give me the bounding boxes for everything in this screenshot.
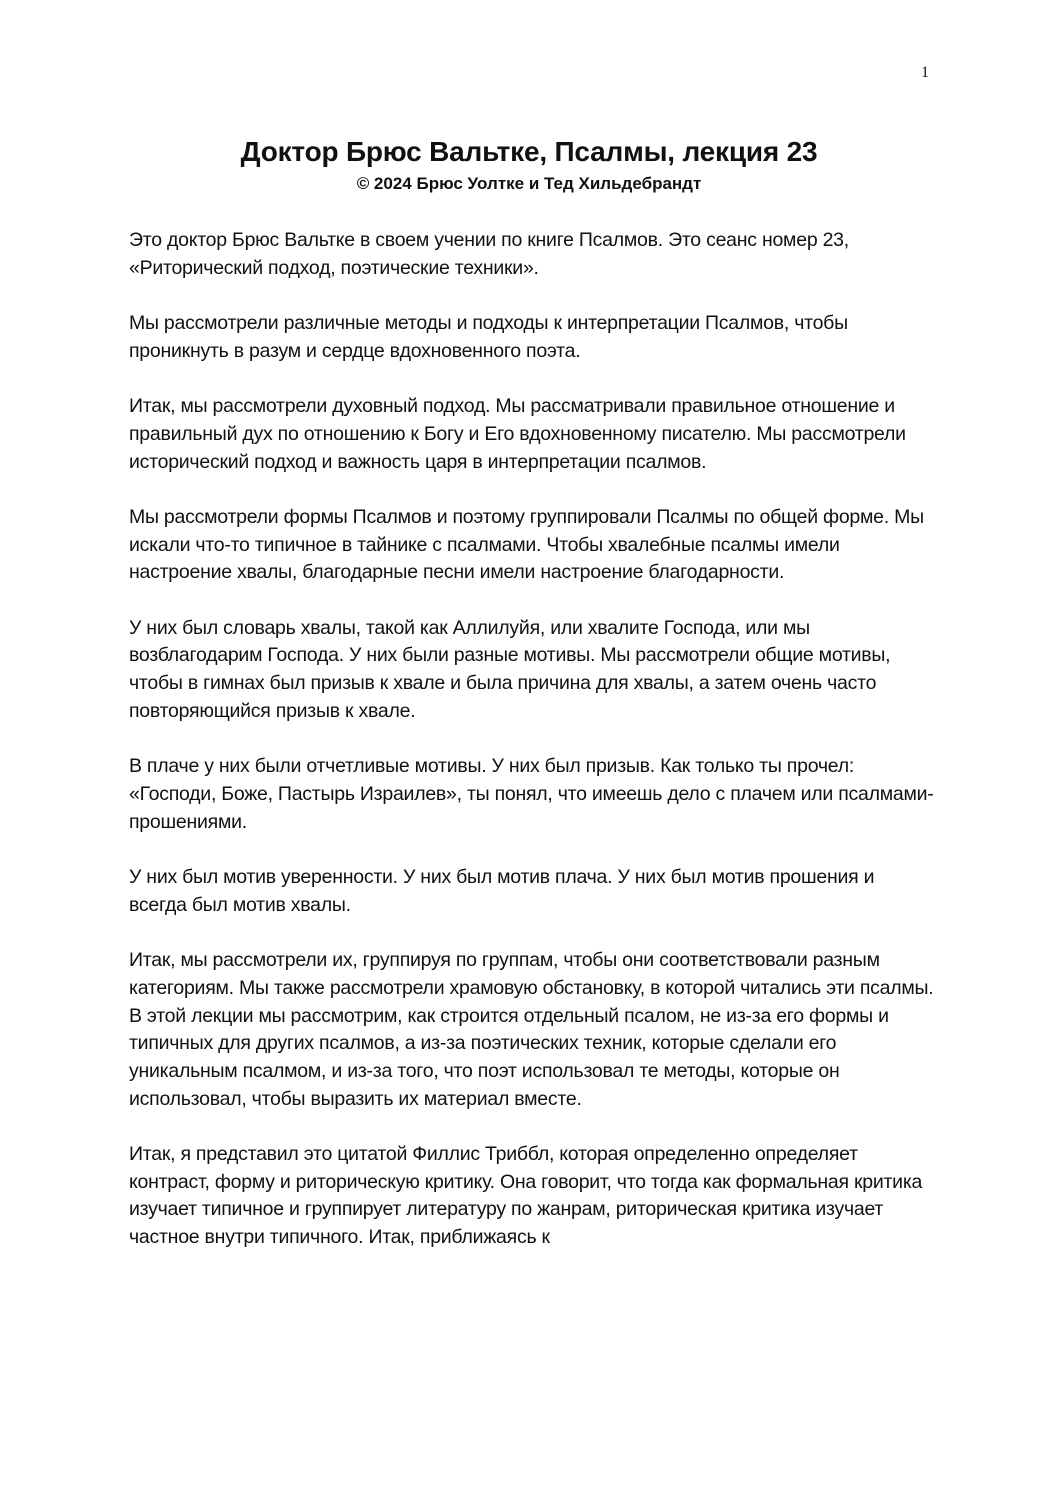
paragraph-2: Мы рассмотрели различные методы и подходы к интерпретации Псалмов, чтобы проникнуть в разум и сердце вдохновенного поэта. <box>129 312 848 362</box>
paragraph-5: У них был словарь хвалы, такой как Аллилуйя, или хвалите Господа, или мы возблагодарим Господа. У них были разные мотивы. Мы рассмотрели общие мотивы, чтобы в гимнах был призыв к хвале и была причина для хвалы, а затем очень часто повторяющийся призыв к хвале. <box>129 616 891 722</box>
paragraph-9: Итак, я представил это цитатой Филлис Триббл, которая определенно определяет контраст, форму и риторическую критику. Она говорит, что тогда как формальная критика изучает типичное и группирует литературу по жанрам, риторическая критика изучает частное внутри типичного. Итак, приближаясь к <box>129 1143 923 1249</box>
paragraph-7: У них был мотив уверенности. У них был мотив плача. У них был мотив прошения и всегда был мотив хвалы. <box>129 866 875 916</box>
paragraph-3: Итак, мы рассмотрели духовный подход. Мы рассматривали правильное отношение и правильный дух по отношению к Богу и Его вдохновенному писателю. Мы рассмотрели исторический подход и важность царя в интерпретации псалмов. <box>129 395 906 473</box>
copyright-line: © 2024 Брюс Уолтке и Тед Хильдебрандт <box>356 174 702 193</box>
paragraph-4: Мы рассмотрели формы Псалмов и поэтому группировали Псалмы по общей форме. Мы искали что-то типичное в тайнике с псалмами. Чтобы хвалебные псалмы имели настроение хвалы, благодарные песни имели настроение благодарности. <box>129 505 924 584</box>
document-body <box>129 227 935 1280</box>
paragraph-1: Это доктор Брюс Вальтке в своем учении по книге Псалмов. Это сеанс номер 23, «Риторический подход, поэтические техники». <box>129 229 849 279</box>
paragraph-6: В плаче у них были отчетливые мотивы. У них был призыв. Как только ты прочел: «Господи, Боже, Пастырь Израилев», ты понял, что имеешь дело с плачем или псалмами-прошениями. <box>129 755 934 833</box>
page-number: 1 <box>921 64 929 81</box>
document-title: Доктор Брюс Вальтке, Псалмы, лекция 23 <box>240 136 818 167</box>
paragraph-8: Итак, мы рассмотрели их, группируя по группам, чтобы они соответствовали разным категориям. Мы также рассмотрели храмовую обстановку, в которой читались эти псалмы. В этой лекции мы рассмотрим, как строится отдельный псалом, не из-за его формы и типичных для других псалмов, а из-за поэтических техник, которые сделали его уникальным псалмом, и из-за того, что поэт использовал те методы, которые он использовал, чтобы выразить их материал вместе. <box>129 949 934 1110</box>
